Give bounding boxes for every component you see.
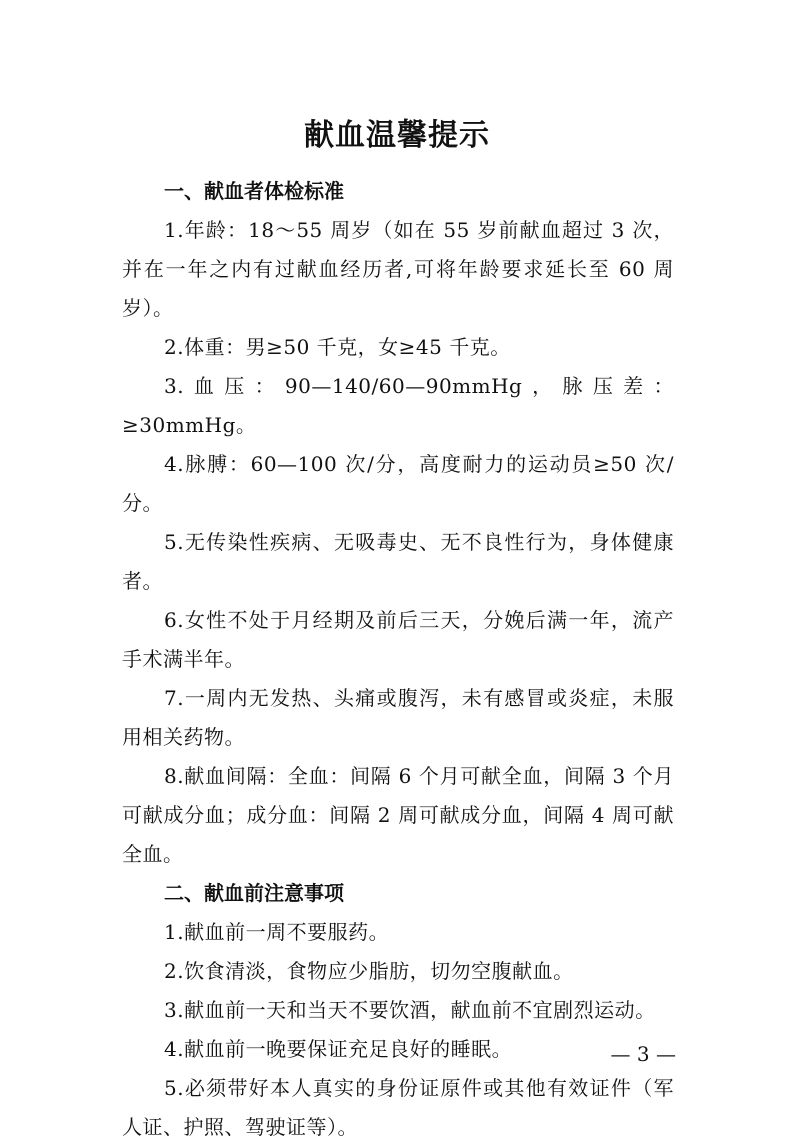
section-heading-pre-donation-notes: 二、献血前注意事项 [164,881,344,905]
standard-female: 6.女性不处于月经期及前后三天，分娩后满一年，流产手术满半年。 [122,608,674,671]
note-alcohol-exercise: 3.献血前一天和当天不要饮酒，献血前不宜剧烈运动。 [164,998,656,1022]
standard-pulse: 4.脉膊：60—100 次/分，高度耐力的运动员≥50 次/分。 [122,452,674,515]
standard-blood-pressure: 3.血压：90—140/60—90mmHg，脉压差：≥30mmHg。 [122,374,674,437]
document-title: 献血温馨提示 [304,118,490,154]
document-body [122,172,674,1147]
standard-age: 1.年龄：18～55 周岁（如在 55 岁前献血超过 3 次，并在一年之内有过献血经历者,可将年龄要求延长至 60 周岁）。 [122,218,674,320]
note-diet: 2.饮食清淡，食物应少脂肪，切勿空腹献血。 [164,959,574,983]
standard-recent-illness: 7.一周内无发热、头痛或腹泻，未有感冒或炎症，未服用相关药物。 [122,686,674,749]
standard-health: 5.无传染性疾病、无吸毒史、无不良性行为，身体健康者。 [122,530,674,593]
note-medication: 1.献血前一周不要服药。 [164,920,390,944]
note-sleep: 4.献血前一晚要保证充足良好的睡眠。 [164,1037,513,1061]
note-identification: 5.必须带好本人真实的身份证原件或其他有效证件（军人证、护照、驾驶证等）。 [122,1076,674,1139]
standard-weight: 2.体重：男≥50 千克，女≥45 千克。 [164,335,511,359]
section-heading-donor-standards: 一、献血者体检标准 [164,179,344,203]
standard-donation-interval: 8.献血间隔：全血：间隔 6 个月可献全血，间隔 3 个月可献成分血；成分血：间隔 2 周可献成分血，间隔 4 周可献全血。 [122,764,674,866]
page-number: — 3 — [610,1042,676,1066]
